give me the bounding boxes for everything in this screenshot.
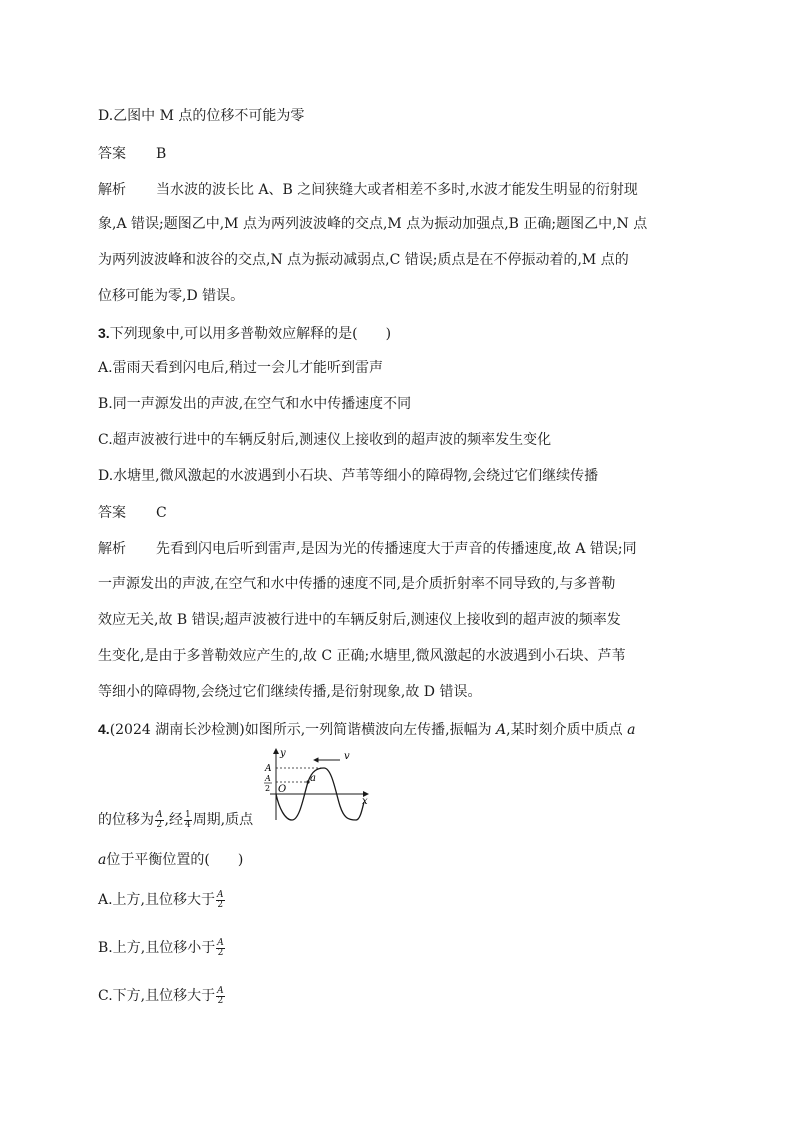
fraction-a-over-2: $\frac{A}{2}$ (217, 985, 224, 1006)
q2-option-d: D.乙图中 M 点的位移不可能为零 (98, 108, 305, 124)
q3-stem (98, 323, 391, 344)
stem-part-2: ,某时刻介质中质点 (506, 722, 628, 738)
amplitude-tick-label: A (265, 764, 272, 774)
stem-part-1: (2024 湖南长沙检测)如图所示,一列简谐横波向左传播,振幅为 (109, 722, 497, 738)
q4-option-b (98, 938, 226, 958)
question-number: 3. (98, 325, 110, 341)
q2-analysis-line-2: 象,A 错误;题图乙中,M 点为两列波波峰的交点,M 点为振动加强点,B 正确;题图乙中,N 点 (98, 216, 648, 232)
origin-label: O (278, 784, 287, 795)
stem-line2-part3: 周期,质点 (192, 812, 254, 828)
q3-analysis-line-3: 效应无关,故 B 错误;超声波被行进中的车辆反射后,测速仪上接收到的超声波的频率发 (98, 612, 621, 628)
fraction-a-over-2: $\frac{A}{2}$ (217, 937, 224, 958)
amplitude-symbol: A (496, 722, 507, 738)
fraction-a-over-2: $\frac{A}{2}$ (217, 889, 224, 910)
option-text: A.上方,且位移大于 (98, 892, 216, 908)
analysis-label: 解析 (98, 541, 126, 557)
q3-option-a: A.雷雨天看到闪电后,稍过一会儿才能听到雷声 (98, 360, 384, 376)
stem-line2-part2: ,经 (164, 812, 183, 828)
q4-stem-line-3 (98, 850, 243, 870)
q3-analysis-line-5: 等细小的障碍物,会绕过它们继续传播,是衍射现象,故 D 错误。 (98, 684, 482, 700)
point-symbol: a (627, 722, 636, 738)
answer-label: 答案 (98, 146, 126, 162)
q3-option-b: B.同一声源发出的声波,在空气和水中传播速度不同 (98, 396, 412, 412)
wave-figure (248, 746, 374, 822)
analysis-text: 当水波的波长比 A、B 之间狭缝大或者相差不多时,水波才能发生明显的衍射现 (156, 182, 638, 198)
q2-analysis-line-3: 为两列波波峰和波谷的交点,N 点为振动减弱点,C 错误;质点是在不停振动着的,M 点的 (98, 252, 629, 268)
analysis-text: 先看到闪电后听到雷声,是因为光的传播速度大于声音的传播速度,故 A 错误;同 (156, 541, 637, 557)
q3-analysis-line-4: 生变化,是由于多普勒效应产生的,故 C 正确;水塘里,微风激起的水波遇到小石块、芦苇 (98, 648, 626, 664)
q2-analysis-line-4: 位移可能为零,D 错误。 (98, 288, 245, 304)
q3-analysis-line-1 (98, 539, 637, 559)
q4-stem-line-1 (98, 719, 635, 740)
option-text: C.下方,且位移大于 (98, 988, 216, 1004)
q2-answer (98, 144, 166, 164)
question-number: 4. (98, 721, 110, 737)
q4-option-a (98, 890, 226, 910)
analysis-label: 解析 (98, 182, 126, 198)
y-axis-label: y (280, 748, 286, 759)
q4-stem-line-2 (98, 810, 253, 830)
question-stem: 下列现象中,可以用多普勒效应解释的是( ) (109, 326, 392, 342)
answer-label: 答案 (98, 505, 126, 521)
velocity-label: v (344, 751, 350, 762)
q3-analysis-line-2: 一声源发出的声波,在空气和水中传播的速度不同,是介质折射率不同导致的,与多普勒 (98, 576, 616, 592)
point-symbol: a (98, 852, 107, 868)
q2-analysis-line-1 (98, 180, 638, 200)
option-text: B.上方,且位移小于 (98, 940, 216, 956)
stem-line2-part1: 的位移为 (98, 812, 154, 828)
point-a-label: a (310, 773, 316, 784)
answer-value: B (156, 146, 167, 162)
half-amp-numerator: A (265, 774, 271, 783)
q3-option-c: C.超声波被行进中的车辆反射后,测速仪上接收到的超声波的频率发生变化 (98, 432, 552, 448)
stem-line3: 位于平衡位置的( ) (106, 852, 244, 868)
fraction-1-over-4: $\frac{1}{4}$ (184, 809, 191, 830)
answer-value: C (156, 505, 167, 521)
q3-answer (98, 503, 167, 523)
q3-option-d: D.水塘里,微风激起的水波遇到小石块、芦苇等细小的障碍物,会绕过它们继续传播 (98, 468, 599, 484)
fraction-a-over-2: $\frac{A}{2}$ (156, 809, 163, 830)
q4-option-c (98, 986, 226, 1006)
half-amp-denominator: 2 (265, 784, 271, 793)
x-axis-label: x (362, 796, 368, 807)
